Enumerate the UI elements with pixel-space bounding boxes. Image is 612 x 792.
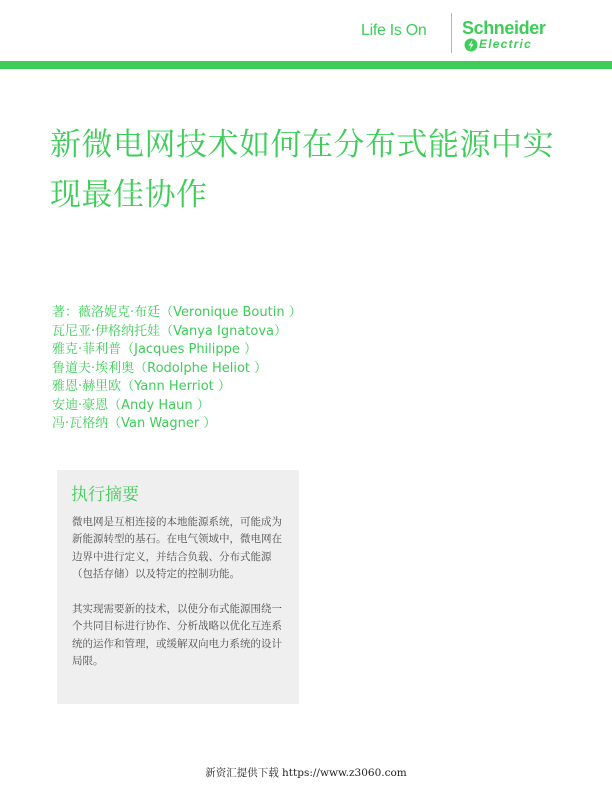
summary-paragraph: 微电网是互相连接的本地能源系统，可能成为新能源转型的基石。在电气领域中，微电网在边界中进行定义，并结合负载、分布式能源（包括存储）以及特定的控制功能。 xyxy=(72,516,282,581)
author-line: 雅恩·赫里欧（Yann Herriot ） xyxy=(52,379,231,394)
author-line: 著：薇洛妮克·布廷（Veronique Boutin ） xyxy=(52,305,302,320)
download-footer: 新资汇提供下载 https://www.z3060.com xyxy=(205,767,407,779)
author-line: 安迪·豪恩（Andy Haun ） xyxy=(52,397,210,413)
document-title: 新微电网技术如何在分布式能源中实现最佳协作 xyxy=(50,127,554,213)
brand-sub: Electric xyxy=(479,37,532,51)
author-list xyxy=(52,304,352,434)
schneider-bolt-icon xyxy=(464,38,478,52)
executive-summary-box xyxy=(57,470,299,704)
brand-name: Schneider xyxy=(462,18,546,38)
author-line: 冯·瓦格纳（Van Wagner ） xyxy=(52,416,217,431)
summary-paragraph: 其实现需要新的技术，以使分布式能源围绕一个共同目标进行协作、分析战略以优化互连系统的运作和管理，或缓解双向电力系统的设计局限。 xyxy=(72,603,282,668)
author-line: 瓦尼亚·伊格纳托娃（Vanya Ignatova） xyxy=(52,323,288,339)
brand-logo xyxy=(462,18,582,54)
page-header xyxy=(0,0,612,70)
header-divider xyxy=(451,13,452,53)
author-line: 鲁道夫·埃利奥（Rodolphe Heliot ） xyxy=(52,360,268,376)
tagline: Life Is On xyxy=(361,22,427,39)
summary-heading: 执行摘要 xyxy=(71,485,139,505)
header-green-rule xyxy=(0,61,612,69)
author-line: 雅克·菲利普（Jacques Philippe ） xyxy=(52,342,258,357)
